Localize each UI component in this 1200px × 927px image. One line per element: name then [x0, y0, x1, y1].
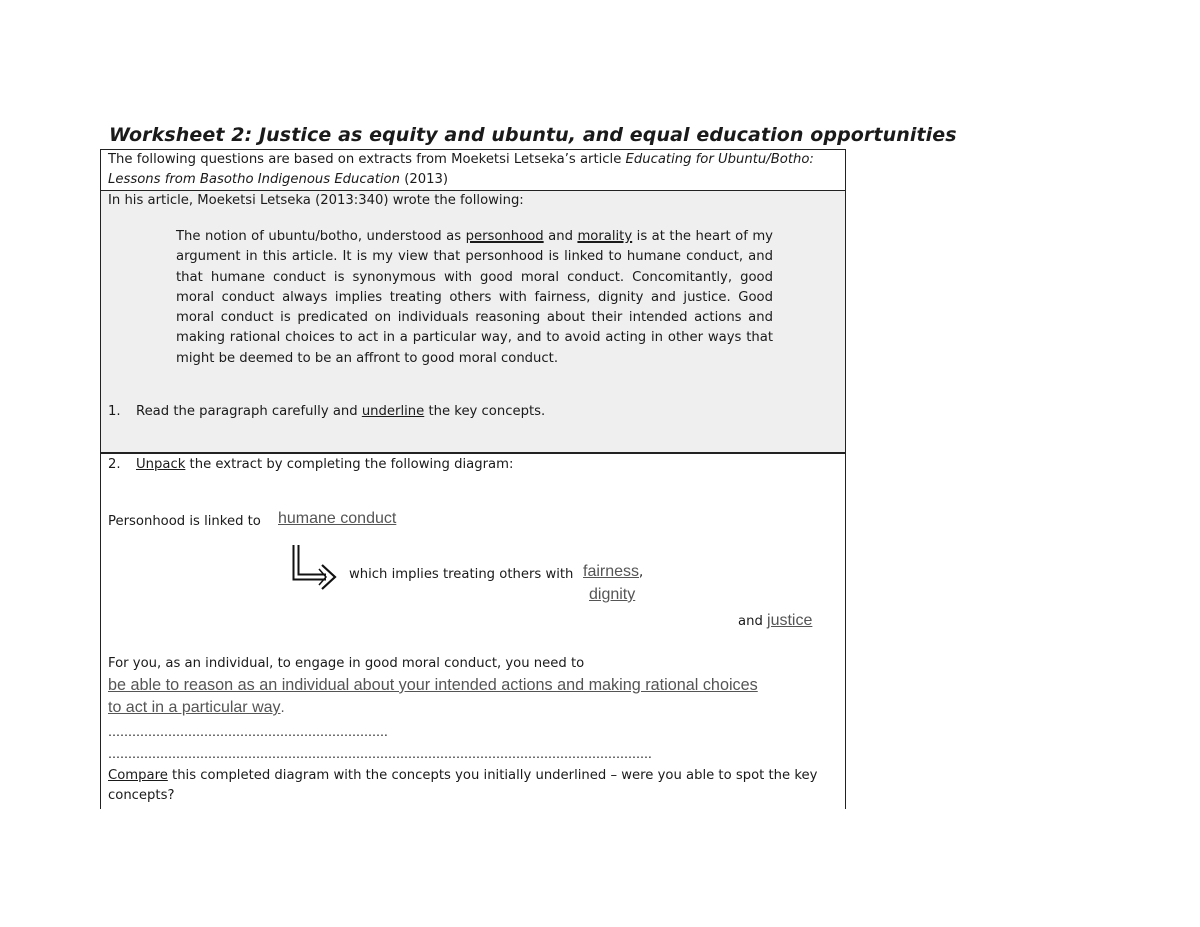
quote-text-start: The notion of ubuntu/botho, understood as	[176, 229, 466, 244]
quote-underline-morality: morality	[577, 229, 633, 244]
compare-rest: this completed diagram with the concepts you initially underlined – were you able to spot the key concepts?	[108, 768, 818, 803]
question-2-number: 2.	[108, 457, 121, 472]
question-2	[108, 455, 513, 475]
fairness-line	[583, 562, 643, 583]
article-year: (2013)	[400, 172, 449, 187]
intro-box	[100, 149, 846, 190]
answer-dignity: dignity	[589, 586, 636, 603]
quote-underline-personhood: personhood	[465, 229, 544, 244]
implies-label: which implies treating others with	[349, 567, 574, 582]
answer-period: .	[280, 701, 285, 716]
answer-reason-line-2-wrap	[108, 698, 285, 719]
question-2-underline: Unpack	[136, 457, 186, 472]
article-title: Educating for Ubuntu/Botho: Lessons from Basotho Indigenous Education	[108, 152, 814, 187]
dotted-line-1: …………………………………………………………….	[108, 725, 388, 739]
compare-underline: Compare	[108, 768, 168, 783]
extract-quote	[176, 227, 773, 369]
extract-lead: In his article, Moeketsi Letseka (2013:340) wrote the following:	[108, 193, 524, 208]
worksheet-title: Worksheet 2: Justice as equity and ubuntu, and equal education opportunities	[109, 124, 957, 146]
and-line	[738, 611, 812, 632]
answer-reason-line-2: to act in a particular way	[108, 699, 281, 716]
question-1	[108, 402, 545, 422]
question-1-text-end: the key concepts.	[424, 404, 546, 419]
diagram-box	[100, 454, 846, 809]
linked-to-label: Personhood is linked to	[108, 514, 261, 529]
question-1-number: 1.	[108, 404, 121, 419]
and-label: and	[738, 614, 763, 629]
question-2-text: the extract by completing the following diagram:	[185, 457, 514, 472]
quote-text-and: and	[543, 229, 578, 244]
dotted-line-2: ……………………………………………………………………………………………………………………….	[108, 747, 652, 761]
answer-humane-conduct: humane conduct	[278, 510, 397, 527]
extract-box	[100, 190, 846, 454]
engage-label: For you, as an individual, to engage in good moral conduct, you need to	[108, 656, 585, 671]
fairness-comma: ,	[639, 565, 644, 580]
compare-text	[108, 766, 843, 806]
intro-text: The following questions are based on extracts from Moeketsi Letseka’s article	[108, 152, 626, 167]
quote-text-rest: is at the heart of my argument in this article. It is my view that personhood is linked to humane conduct, and that humane conduct is synonymous with good moral conduct. Concomitantly, good moral conduct always implies treating others with fairness, dignity and justice. Good moral conduct is predicated on individuals reasoning about their intended actions and making rational choices to act in a particular way, and to avoid acting in other ways that might be deemed to be an affront to good moral conduct.	[176, 229, 773, 366]
down-right-arrow-icon	[288, 543, 338, 591]
answer-reason-line-1: be able to reason as an individual about your intended actions and making rational choices	[108, 676, 758, 694]
question-1-underline: underline	[361, 404, 425, 419]
answer-justice: justice	[767, 612, 813, 629]
answer-fairness: fairness	[583, 563, 640, 580]
question-1-text: Read the paragraph carefully and	[136, 404, 362, 419]
